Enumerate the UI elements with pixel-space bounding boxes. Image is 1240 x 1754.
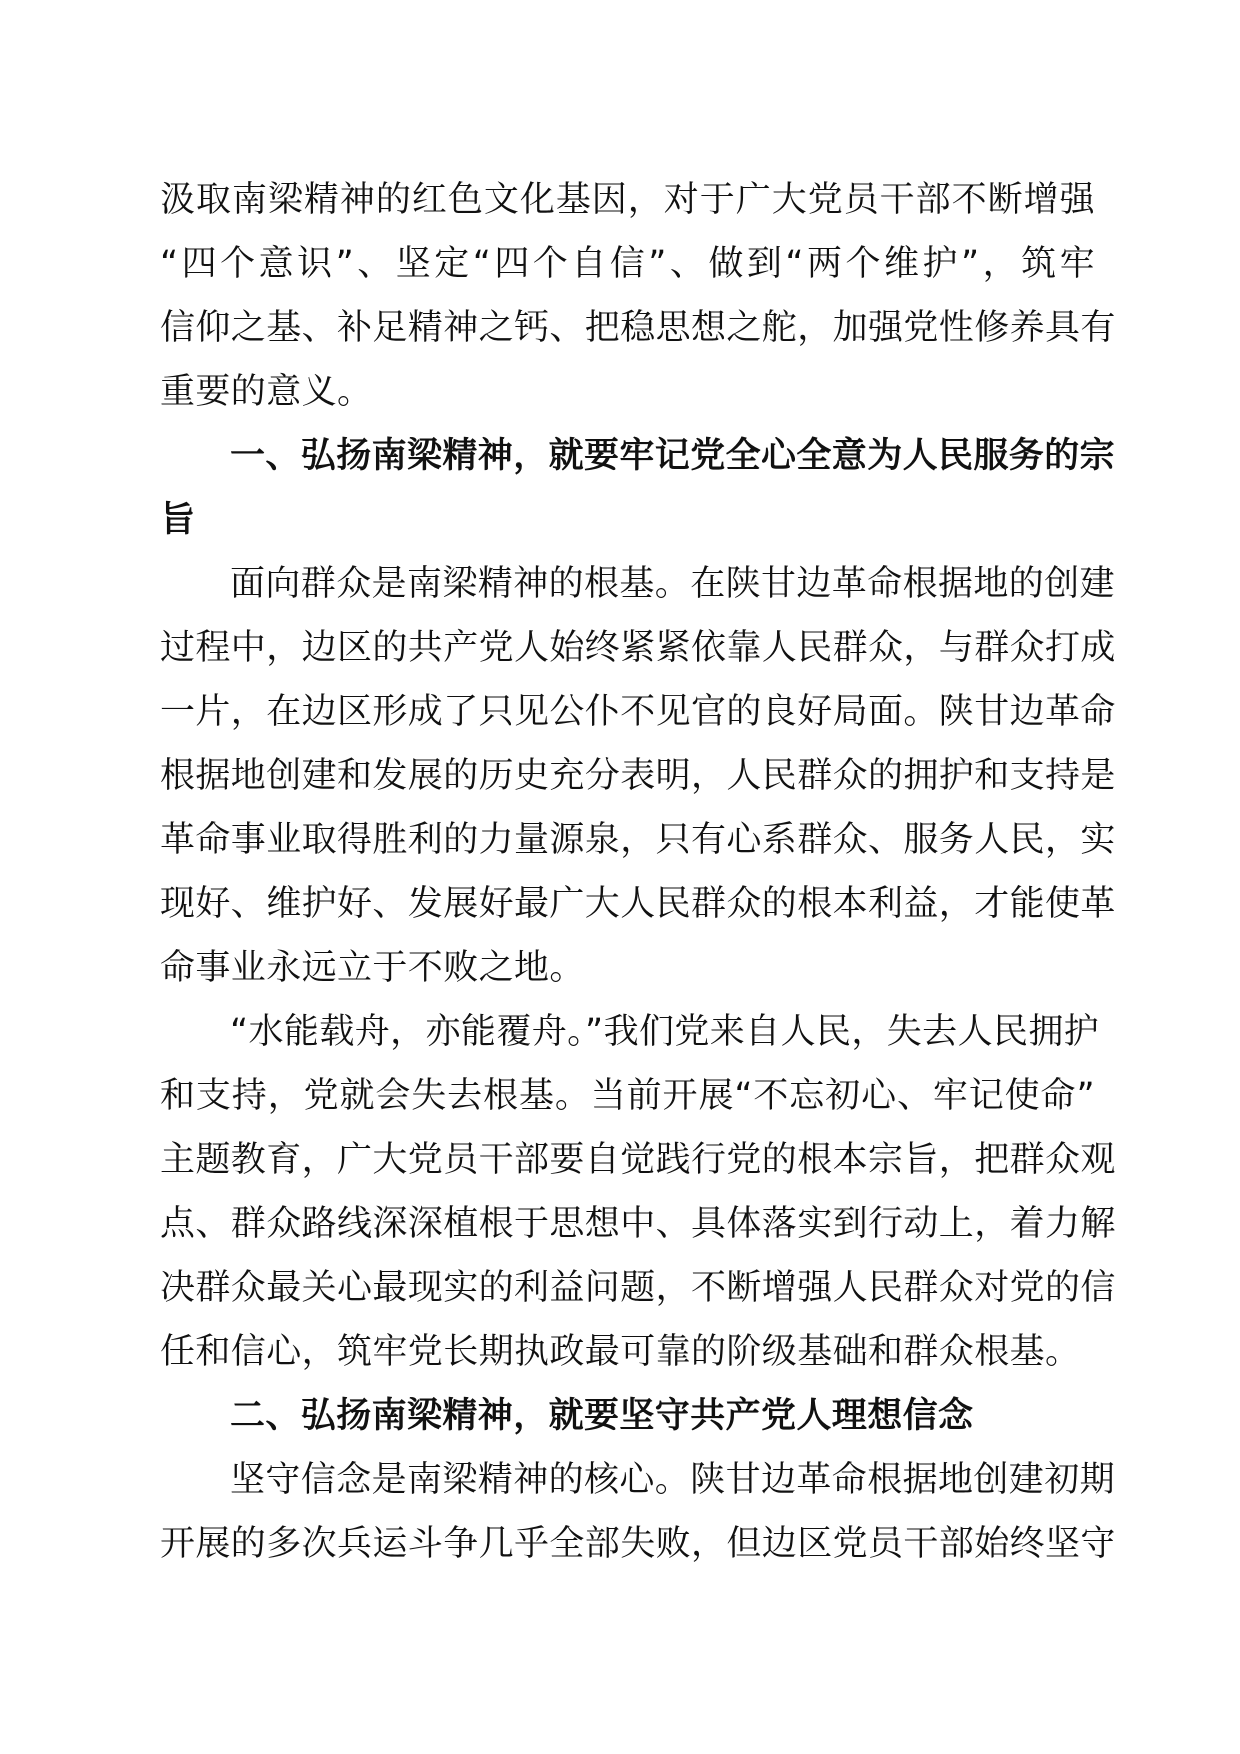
text-line: 任和信心，筑牢党长期执政最可靠的阶级基础和群众根基。: [160, 1332, 1081, 1372]
paragraph-section-2-a: [160, 1448, 1116, 1576]
text-line: 开展的多次兵运斗争几乎全部失败，但边区党员干部始终坚守: [160, 1524, 1116, 1564]
text-line: 和支持，党就会失去根基。当前开展“不忘初心、牢记使命”: [160, 1076, 1095, 1116]
text-line: 主题教育，广大党员干部要自觉践行党的根本宗旨，把群众观: [160, 1140, 1116, 1180]
paragraph-section-1-a: [160, 552, 1116, 1000]
text-line: “四个意识”、坚定“四个自信”、做到“两个维护”，筑牢: [160, 244, 1095, 284]
text-line: 信仰之基、补足精神之钙、把稳思想之舵，加强党性修养具有: [160, 308, 1116, 348]
text-line: 重要的意义。: [160, 372, 373, 412]
section-heading-2: [160, 1384, 1095, 1448]
text-line: 革命事业取得胜利的力量源泉，只有心系群众、服务人民，实: [160, 820, 1116, 860]
section-heading-1: [160, 424, 1116, 552]
text-line: 决群众最关心最现实的利益问题，不断增强人民群众对党的信: [160, 1268, 1116, 1308]
text-line: 命事业永远立于不败之地。: [160, 948, 585, 988]
heading-line: 一、弘扬南梁精神，就要牢记党全心全意为人民服务的宗: [230, 436, 1116, 476]
text-line: 一片，在边区形成了只见公仆不见官的良好局面。陕甘边革命: [160, 692, 1116, 732]
heading-line: 旨: [160, 500, 196, 540]
text-line: 根据地创建和发展的历史充分表明，人民群众的拥护和支持是: [160, 756, 1116, 796]
text-line: 面向群众是南梁精神的根基。在陕甘边革命根据地的创建: [230, 564, 1116, 604]
text-line: 过程中，边区的共产党人始终紧紧依靠人民群众，与群众打成: [160, 628, 1116, 668]
text-line: “水能载舟，亦能覆舟。”我们党来自人民，失去人民拥护: [230, 1012, 1100, 1052]
text-line: 坚守信念是南梁精神的核心。陕甘边革命根据地创建初期: [230, 1460, 1116, 1500]
text-line: 现好、维护好、发展好最广大人民群众的根本利益，才能使革: [160, 884, 1116, 924]
paragraph-section-1-b: [160, 1000, 1116, 1384]
text-line: 汲取南梁精神的红色文化基因，对于广大党员干部不断增强: [160, 180, 1095, 220]
paragraph-intro-continuation: [160, 168, 1116, 424]
text-line: 点、群众路线深深植根于思想中、具体落实到行动上，着力解: [160, 1204, 1116, 1244]
document-page: [160, 168, 1116, 1576]
heading-line: 二、弘扬南梁精神，就要坚守共产党人理想信念: [230, 1396, 974, 1436]
